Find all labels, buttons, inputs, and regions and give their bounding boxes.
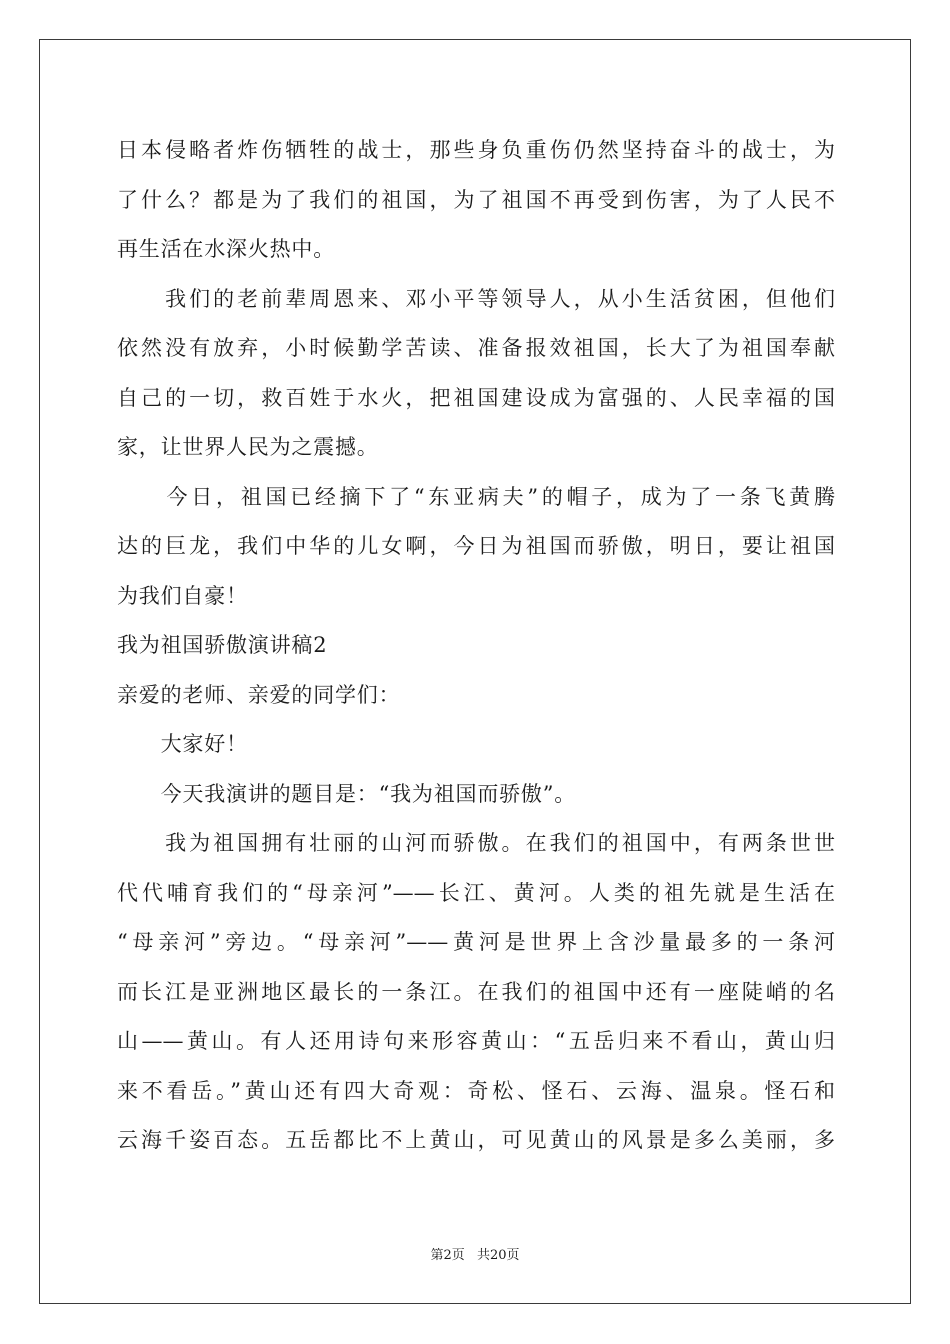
- text-line: 来不看岳。”黄山还有四大奇观：奇松、怪石、云海、温泉。怪石和: [117, 1078, 835, 1103]
- text-line: 代代哺育我们的“母亲河”——长江、黄河。人类的祖先就是生活在: [117, 880, 835, 905]
- text-line: 我们的老前辈周恩来、邓小平等领导人，从小生活贫困，但他们: [117, 286, 835, 311]
- text-line: 而长江是亚洲地区最长的一条江。在我们的祖国中还有一座陡峭的名: [117, 979, 835, 1004]
- text-line: 为我们自豪！: [117, 583, 248, 608]
- text-line: 今天我演讲的题目是：“我为祖国而骄傲”。: [117, 781, 577, 806]
- text-line: “母亲河”旁边。“母亲河”——黄河是世界上含沙量最多的一条河: [117, 930, 835, 954]
- text-line: 今日，祖国已经摘下了“东亚病夫”的帽子，成为了一条飞黄腾: [117, 484, 835, 509]
- text-line: 达的巨龙，我们中华的儿女啊，今日为祖国而骄傲，明日，要让祖国: [117, 534, 835, 558]
- page-footer: [0, 1244, 950, 1263]
- text-line: 日本侵略者炸伤牺牲的战士，那些身负重伤仍然坚持奋斗的战士，为: [117, 138, 835, 162]
- text-line: 家，让世界人民为之震撼。: [117, 435, 379, 459]
- text-line: 再生活在水深火热中。: [117, 237, 335, 261]
- page-total: 共20页: [476, 1248, 520, 1263]
- text-line: 大家好！: [117, 732, 248, 756]
- text-line: 了什么？都是为了我们的祖国，为了祖国不再受到伤害，为了人民不: [117, 187, 835, 212]
- page-number: 第2页: [430, 1248, 465, 1263]
- text-line: 依然没有放弃，小时候勤学苦读、准备报效祖国，长大了为祖国奉献: [117, 336, 835, 360]
- text-line: 云海千姿百态。五岳都比不上黄山，可见黄山的风景是多么美丽，多: [117, 1128, 835, 1152]
- text-line: 我为祖国拥有壮丽的山河而骄傲。在我们的祖国中，有两条世世: [117, 831, 835, 855]
- document-body: [117, 126, 835, 1166]
- text-line: 自己的一切，救百姓于水火，把祖国建设成为富强的、人民幸福的国: [117, 385, 835, 410]
- text-line: 山——黄山。有人还用诗句来形容黄山：“五岳归来不看山，黄山归: [117, 1029, 835, 1053]
- salutation: 亲爱的老师、亲爱的同学们：: [117, 682, 401, 707]
- section-heading: 我为祖国骄傲演讲稿2: [117, 633, 328, 657]
